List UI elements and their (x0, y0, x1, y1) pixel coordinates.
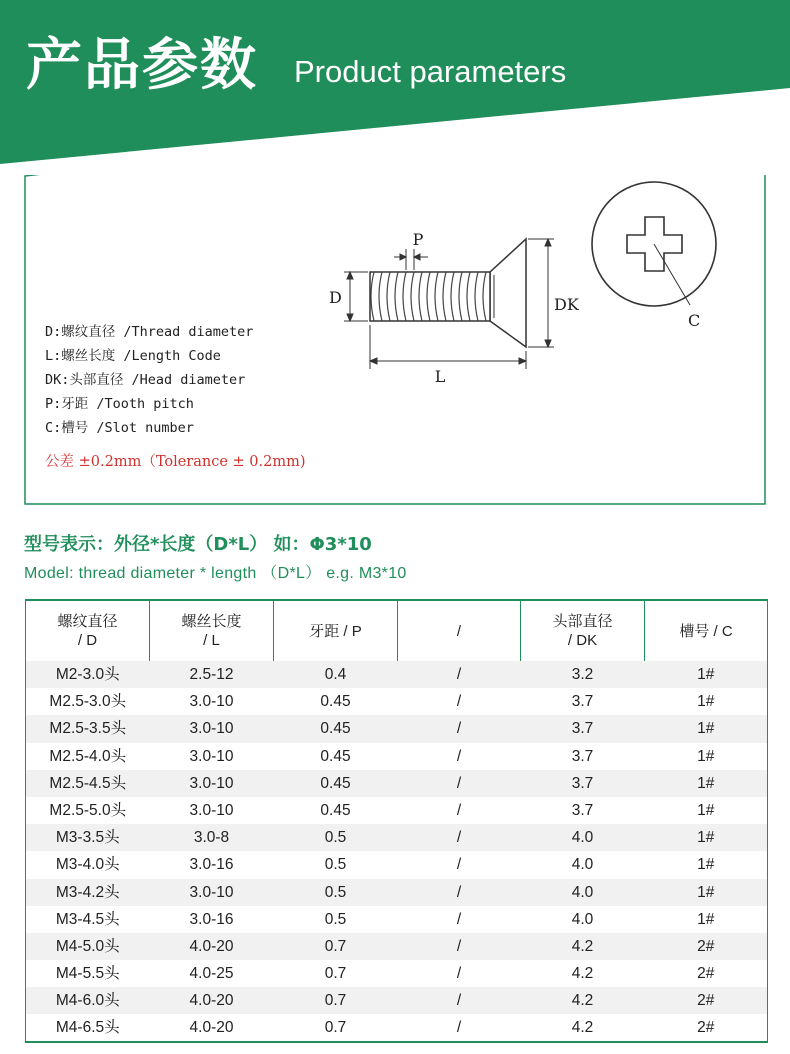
page-title-cn: 产品参数 (26, 33, 258, 98)
cell-slash: / (398, 770, 521, 797)
legend-c: C:槽号 /Slot number (45, 420, 194, 436)
cell-slash: / (398, 715, 521, 742)
cell-slash: / (398, 851, 521, 878)
cell-head-diameter: 3.7 (521, 797, 645, 824)
header-pitch: 牙距 / P (274, 600, 398, 661)
label-dk: DK (554, 295, 579, 314)
model-notation-cn: 型号表示：外径*长度（D*L） 如：Φ3*10 (24, 534, 372, 555)
cell-head-diameter: 3.7 (521, 743, 645, 770)
cell-slot: 1# (645, 906, 768, 933)
cell-length: 3.0-10 (150, 770, 274, 797)
cell-slot: 1# (645, 688, 768, 715)
cell-head-diameter: 4.0 (521, 879, 645, 906)
cell-thread-diameter: M2.5-4.5头 (26, 770, 150, 797)
header-length: 螺丝长度 / L (150, 600, 274, 661)
cell-slash: / (398, 743, 521, 770)
header-thread-diameter: 螺纹直径 / D (26, 600, 150, 661)
cell-head-diameter: 3.2 (521, 661, 645, 688)
table-row (26, 715, 768, 742)
header-slot: 槽号 / C (645, 600, 768, 661)
header-slash: / (398, 600, 521, 661)
cell-length: 4.0-20 (150, 1014, 274, 1042)
cell-slot: 1# (645, 797, 768, 824)
cell-length: 3.0-10 (150, 715, 274, 742)
cell-pitch: 0.7 (274, 987, 398, 1014)
table-body (26, 661, 768, 1042)
diameter-dimension (344, 272, 368, 321)
cell-slash: / (398, 879, 521, 906)
legend-p: P:牙距 /Tooth pitch (45, 396, 194, 412)
cell-length: 3.0-10 (150, 688, 274, 715)
cell-slash: / (398, 661, 521, 688)
cell-thread-diameter: M2.5-3.0头 (26, 688, 150, 715)
table-row (26, 797, 768, 824)
table-header-row (26, 600, 768, 661)
page-title-en: Product parameters (294, 54, 567, 89)
tolerance-note: 公差 ±0.2mm（Tolerance ± 0.2mm) (45, 454, 306, 470)
cell-pitch: 0.45 (274, 688, 398, 715)
cell-length: 3.0-10 (150, 797, 274, 824)
cell-length: 3.0-16 (150, 906, 274, 933)
table-row (26, 1014, 768, 1042)
cell-slash: / (398, 797, 521, 824)
table-row (26, 960, 768, 987)
cell-pitch: 0.5 (274, 851, 398, 878)
cell-thread-diameter: M2.5-3.5头 (26, 715, 150, 742)
cell-thread-diameter: M3-3.5头 (26, 824, 150, 851)
cell-head-diameter: 4.2 (521, 987, 645, 1014)
table-row (26, 661, 768, 688)
table-row (26, 987, 768, 1014)
cell-length: 4.0-25 (150, 960, 274, 987)
cell-pitch: 0.5 (274, 824, 398, 851)
cell-thread-diameter: M4-5.0头 (26, 933, 150, 960)
cell-length: 4.0-20 (150, 933, 274, 960)
cell-length: 3.0-10 (150, 879, 274, 906)
cell-head-diameter: 4.0 (521, 906, 645, 933)
label-p: P (412, 230, 424, 249)
cell-head-diameter: 4.2 (521, 933, 645, 960)
cell-head-diameter: 3.7 (521, 770, 645, 797)
cell-pitch: 0.7 (274, 1014, 398, 1042)
table-row (26, 770, 768, 797)
cell-head-diameter: 4.2 (521, 1014, 645, 1042)
cell-pitch: 0.7 (274, 933, 398, 960)
cell-slash: / (398, 1014, 521, 1042)
cell-thread-diameter: M3-4.5头 (26, 906, 150, 933)
table-row (26, 933, 768, 960)
header-head-diameter: 头部直径 / DK (521, 600, 645, 661)
cell-slot: 1# (645, 715, 768, 742)
cell-head-diameter: 4.0 (521, 824, 645, 851)
length-dimension (370, 325, 526, 369)
cell-thread-diameter: M3-4.0头 (26, 851, 150, 878)
header-banner (0, 0, 790, 175)
cell-slot: 1# (645, 743, 768, 770)
cell-pitch: 0.45 (274, 743, 398, 770)
cell-thread-diameter: M4-5.5头 (26, 960, 150, 987)
cell-slot: 2# (645, 933, 768, 960)
cell-slash: / (398, 987, 521, 1014)
cell-slot: 2# (645, 987, 768, 1014)
cell-slash: / (398, 688, 521, 715)
cell-pitch: 0.4 (274, 661, 398, 688)
cell-length: 2.5-12 (150, 661, 274, 688)
table-row (26, 743, 768, 770)
pitch-dimension (394, 249, 428, 270)
cell-thread-diameter: M4-6.0头 (26, 987, 150, 1014)
cell-length: 4.0-20 (150, 987, 274, 1014)
model-notation-en: Model: thread diameter * length （D*L） e.g. M3*10 (24, 565, 407, 582)
head-diameter-dimension (528, 239, 554, 347)
screw-head-top-view (592, 182, 716, 306)
table-row (26, 906, 768, 933)
cell-slash: / (398, 906, 521, 933)
table-row (26, 851, 768, 878)
cell-length: 3.0-8 (150, 824, 274, 851)
label-d: D (329, 288, 342, 307)
cell-slot: 2# (645, 1014, 768, 1042)
legend-l: L:螺丝长度 /Length Code (45, 348, 221, 364)
cell-length: 3.0-10 (150, 743, 274, 770)
cell-head-diameter: 3.7 (521, 688, 645, 715)
cell-slot: 1# (645, 661, 768, 688)
cell-slot: 1# (645, 824, 768, 851)
cell-head-diameter: 4.0 (521, 851, 645, 878)
cell-slot: 1# (645, 770, 768, 797)
cell-head-diameter: 4.2 (521, 960, 645, 987)
cell-length: 3.0-16 (150, 851, 274, 878)
cell-pitch: 0.5 (274, 906, 398, 933)
spec-table (25, 599, 768, 1043)
cell-thread-diameter: M4-6.5头 (26, 1014, 150, 1042)
legend-d: D:螺纹直径 /Thread diameter (45, 324, 254, 340)
cell-pitch: 0.5 (274, 879, 398, 906)
cell-pitch: 0.45 (274, 797, 398, 824)
cell-slash: / (398, 824, 521, 851)
screw-head (490, 239, 526, 347)
cell-slash: / (398, 960, 521, 987)
table-row (26, 824, 768, 851)
cell-thread-diameter: M3-4.2头 (26, 879, 150, 906)
legend-dk: DK:头部直径 /Head diameter (45, 372, 246, 388)
table-row (26, 879, 768, 906)
cell-slot: 2# (645, 960, 768, 987)
cell-pitch: 0.7 (274, 960, 398, 987)
cell-thread-diameter: M2.5-4.0头 (26, 743, 150, 770)
cell-pitch: 0.45 (274, 715, 398, 742)
cell-pitch: 0.45 (274, 770, 398, 797)
cell-head-diameter: 3.7 (521, 715, 645, 742)
table-row (26, 688, 768, 715)
label-c: C (688, 311, 701, 330)
cell-slot: 1# (645, 851, 768, 878)
cell-thread-diameter: M2.5-5.0头 (26, 797, 150, 824)
dimension-legend (45, 320, 253, 440)
label-l: L (434, 367, 446, 386)
cell-slash: / (398, 933, 521, 960)
cell-thread-diameter: M2-3.0头 (26, 661, 150, 688)
cell-slot: 1# (645, 879, 768, 906)
